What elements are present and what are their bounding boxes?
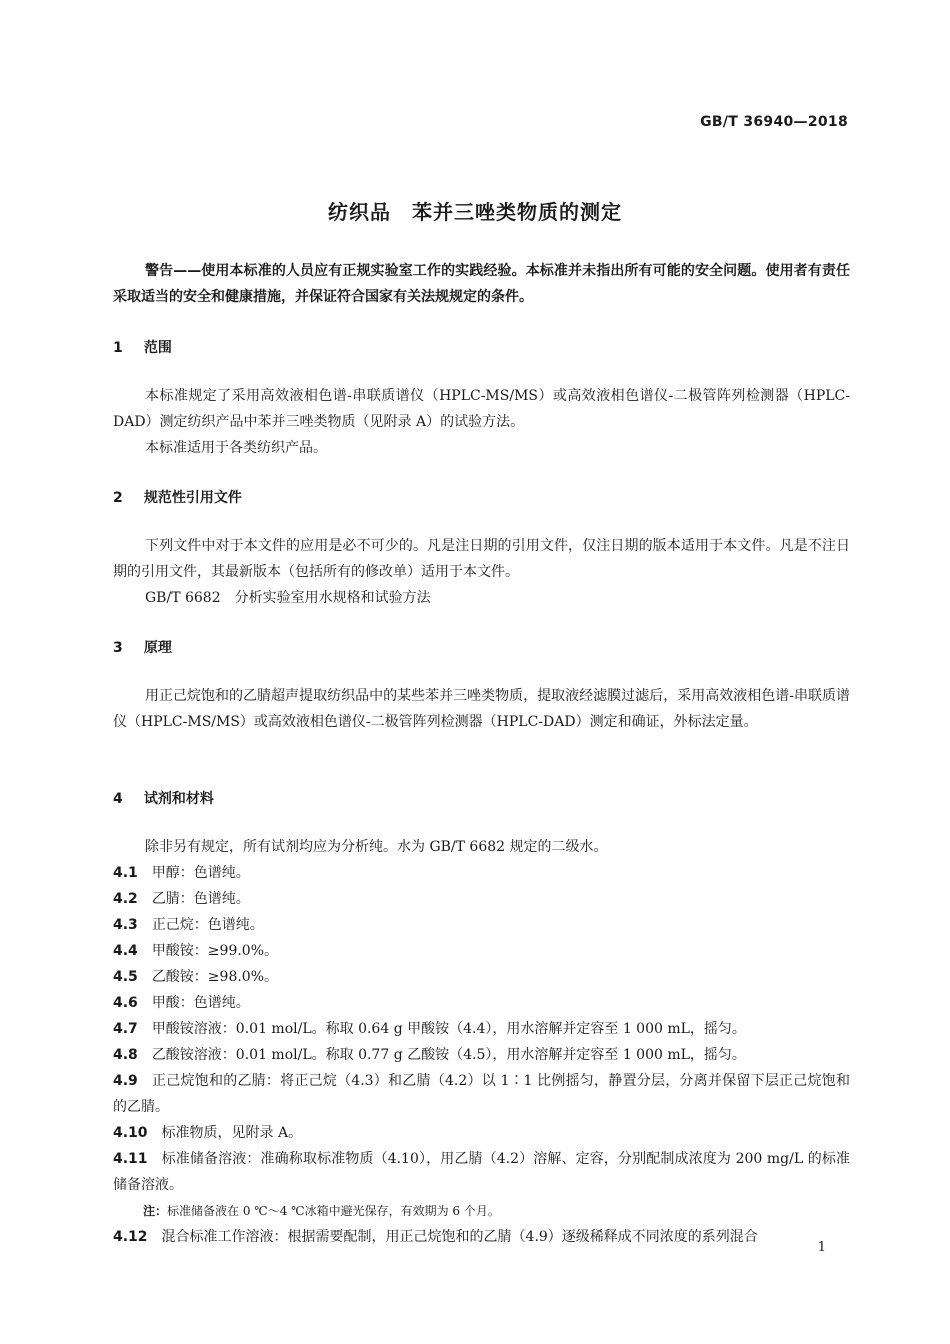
warning-text: 警告——使用本标准的人员应有正规实验室工作的实践经验。本标准并未指出所有可能的安全问题。使用者有责任采取适当的安全和健康措施，并保证符合国家有关法规规定的条件。 [113, 263, 850, 305]
list-item [113, 886, 850, 912]
item-number: 4.8 [113, 1047, 138, 1063]
note-label: 注： [143, 1204, 168, 1218]
item-text: 正己烷饱和的乙腈：将正己烷（4.3）和乙腈（4.2）以 1∶1 比例摇匀，静置分层，分离并保留下层正己烷饱和的乙腈。 [113, 1073, 850, 1115]
item-text: 乙酸铵：≥98.0%。 [151, 969, 279, 985]
section-title: 原理 [143, 640, 172, 656]
item-text: 正己烷：色谱纯。 [151, 917, 264, 933]
item-text: 乙腈：色谱纯。 [151, 891, 250, 907]
item-number: 4.4 [113, 943, 138, 959]
item-number: 4.12 [113, 1229, 148, 1245]
document-title: 纺织品 苯并三唑类物质的测定 [328, 200, 622, 224]
paragraph: 下列文件中对于本文件的应用是必不可少的。凡是注日期的引用文件，仅注日期的版本适用于本文件。凡是不注日期的引用文件，其最新版本（包括所有的修改单）适用于本文件。 [113, 538, 850, 580]
list-item [113, 1120, 850, 1146]
item-number: 4.6 [113, 995, 138, 1011]
item-number: 4.11 [113, 1151, 148, 1167]
section-4-body [113, 834, 850, 1250]
section-number: 4 [113, 791, 123, 807]
item-text: 混合标准工作溶液：根据需要配制，用正己烷饱和的乙腈（4.9）逐级稀释成不同浓度的系列混合 [161, 1229, 758, 1245]
item-number: 4.2 [113, 891, 138, 907]
section-number: 1 [113, 340, 123, 356]
item-text: 标准物质，见附录 A。 [161, 1125, 303, 1141]
section-1-body [113, 383, 850, 461]
item-number: 4.1 [113, 865, 138, 881]
list-item [113, 1224, 850, 1250]
item-number: 4.5 [113, 969, 138, 985]
paragraph: 本标准适用于各类纺织产品。 [145, 440, 327, 456]
list-item [113, 964, 850, 990]
item-number: 4.3 [113, 917, 138, 933]
item-number: 4.10 [113, 1125, 148, 1141]
item-number: 4.7 [113, 1021, 138, 1037]
section-1-heading [113, 337, 172, 357]
item-text: 标准储备溶液：准确称取标准物质（4.10），用乙腈（4.2）溶解、定容，分别配制成浓度为 200 mg/L 的标准储备溶液。 [113, 1151, 850, 1193]
section-number: 2 [113, 490, 123, 506]
section-number: 3 [113, 640, 123, 656]
section-title: 规范性引用文件 [143, 490, 242, 506]
section-2-body [113, 533, 850, 611]
section-3-body [113, 683, 850, 735]
list-item [113, 860, 850, 886]
list-item [113, 1146, 850, 1198]
note [113, 1198, 850, 1224]
warning-block [113, 258, 850, 310]
note-text: 标准储备液在 0 ℃～4 ℃冰箱中避光保存，有效期为 6 个月。 [167, 1204, 500, 1218]
section-3-heading [113, 637, 172, 657]
section-title: 试剂和材料 [143, 791, 214, 807]
list-item [113, 990, 850, 1016]
section-4-heading [113, 788, 214, 808]
list-item [113, 1042, 850, 1068]
item-text: 甲醇：色谱纯。 [151, 865, 250, 881]
list-item [113, 1068, 850, 1120]
list-item [113, 1016, 850, 1042]
page-number: 1 [817, 1240, 826, 1255]
normative-reference: GB/T 6682 分析实验室用水规格和试验方法 [145, 590, 431, 606]
item-text: 甲酸：色谱纯。 [151, 995, 250, 1011]
paragraph: 用正己烷饱和的乙腈超声提取纺织品中的某些苯并三唑类物质，提取液经滤膜过滤后，采用高效液相色谱-串联质谱仪（HPLC-MS/MS）或高效液相色谱仪-二极管阵列检测器（HPLC-DAD）测定和确证，外标法定量。 [113, 688, 850, 730]
standard-code: GB/T 36940—2018 [700, 114, 848, 130]
list-item [113, 938, 850, 964]
item-text: 乙酸铵溶液：0.01 mol/L。称取 0.77 g 乙酸铵（4.5），用水溶解并定容至 1 000 mL，摇匀。 [151, 1047, 746, 1063]
list-item [113, 912, 850, 938]
item-text: 甲酸铵：≥99.0%。 [151, 943, 279, 959]
section-4-intro: 除非另有规定，所有试剂均应为分析纯。水为 GB/T 6682 规定的二级水。 [145, 839, 608, 855]
section-2-heading [113, 487, 242, 507]
item-text: 甲酸铵溶液：0.01 mol/L。称取 0.64 g 甲酸铵（4.4），用水溶解并定容至 1 000 mL，摇匀。 [151, 1021, 746, 1037]
paragraph: 本标准规定了采用高效液相色谱-串联质谱仪（HPLC-MS/MS）或高效液相色谱仪-二极管阵列检测器（HPLC-DAD）测定纺织产品中苯并三唑类物质（见附录 A）的试验方法。 [113, 388, 850, 430]
section-title: 范围 [143, 340, 172, 356]
item-number: 4.9 [113, 1073, 138, 1089]
